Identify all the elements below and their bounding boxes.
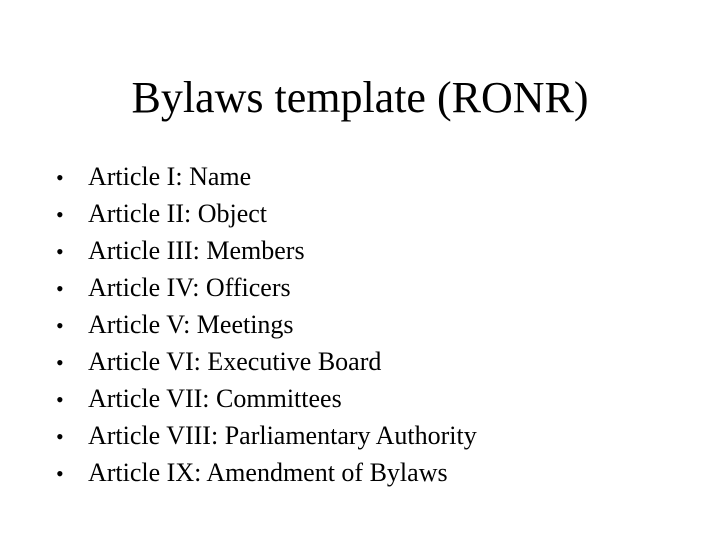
list-item-text: Article V: Meetings: [88, 310, 294, 339]
list-item: [56, 417, 477, 454]
bullet-icon: •: [56, 276, 64, 301]
list-item: [56, 343, 477, 380]
list-item-text: Article III: Members: [88, 236, 305, 265]
list-item: [56, 380, 477, 417]
bullet-icon: •: [56, 387, 64, 412]
list-item: [56, 195, 477, 232]
list-item: [56, 454, 477, 491]
list-item-text: Article IX: Amendment of Bylaws: [88, 458, 448, 487]
bullet-icon: •: [56, 350, 64, 375]
list-item: [56, 269, 477, 306]
bullet-icon: •: [56, 202, 64, 227]
bullet-icon: •: [56, 239, 64, 264]
bullet-list: [56, 158, 477, 491]
bullet-icon: •: [56, 165, 64, 190]
list-item-text: Article I: Name: [88, 162, 252, 191]
slide-title: Bylaws template (RONR): [131, 73, 589, 122]
bullet-icon: •: [56, 424, 64, 449]
bullet-icon: •: [56, 461, 64, 486]
list-item: [56, 232, 477, 269]
list-item-text: Article VI: Executive Board: [88, 347, 382, 376]
list-item-text: Article VII: Committees: [88, 384, 342, 413]
list-item: [56, 306, 477, 343]
bullet-icon: •: [56, 313, 64, 338]
list-item-text: Article VIII: Parliamentary Authority: [88, 421, 477, 450]
list-item: [56, 158, 477, 195]
list-item-text: Article II: Object: [88, 199, 268, 228]
list-item-text: Article IV: Officers: [88, 273, 291, 302]
